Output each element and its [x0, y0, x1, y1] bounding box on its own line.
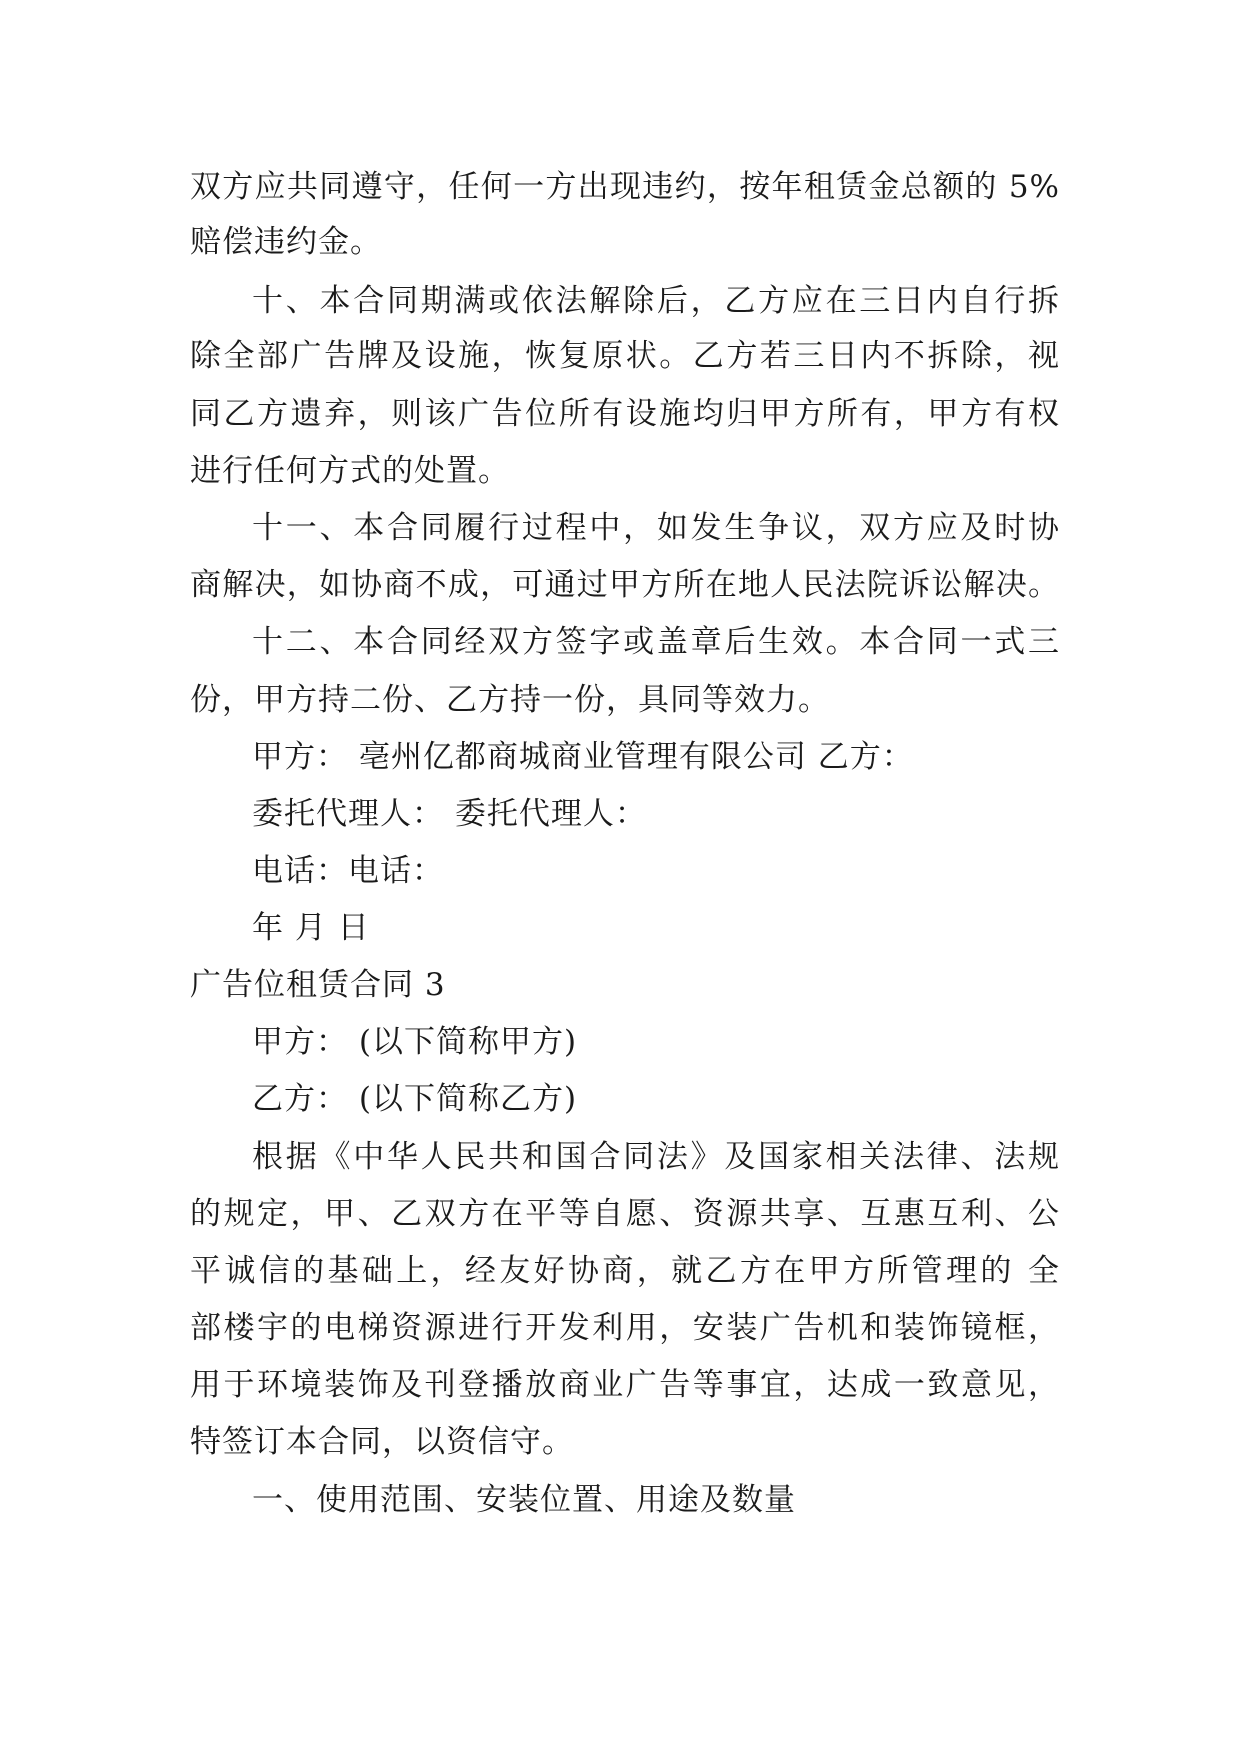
party-b-line: 乙方： (以下简称乙方): [252, 1081, 578, 1117]
text-line: 的规定，甲、乙双方在平等自愿、资源共享、互惠互利、公: [190, 1196, 1060, 1232]
party-a-line: 甲方： 亳州亿都商城商业管理有限公司 乙方：: [252, 739, 914, 775]
text-line: 部楼宇的电梯资源进行开发利用，安装广告机和装饰镜框，: [190, 1310, 1060, 1346]
clause-heading: 一、使用范围、安装位置、用途及数量: [252, 1482, 796, 1518]
text-line: 用于环境装饰及刊登播放商业广告等事宜，达成一致意见，: [190, 1367, 1060, 1403]
phone-line: 电话：电话：: [252, 853, 444, 889]
date-line: 年 月 日: [252, 910, 370, 946]
text-line: 进行任何方式的处置。: [190, 453, 510, 489]
text-line: 商解决，如协商不成，可通过甲方所在地人民法院诉讼解决。: [190, 567, 1060, 603]
text-line: 十一、本合同履行过程中，如发生争议，双方应及时协: [252, 510, 1060, 546]
text-line: 十二、本合同经双方签字或盖章后生效。本合同一式三: [252, 624, 1060, 660]
text-line: 根据《中华人民共和国合同法》及国家相关法律、法规: [252, 1139, 1060, 1175]
text-line: 十、本合同期满或依法解除后，乙方应在三日内自行拆: [252, 283, 1060, 319]
text-line: 双方应共同遵守，任何一方出现违约，按年租赁金总额的 5%: [190, 169, 1060, 205]
text-line: 份，甲方持二份、乙方持一份，具同等效力。: [190, 682, 830, 718]
party-a-line: 甲方： (以下简称甲方): [252, 1024, 578, 1060]
text-line: 同乙方遗弃，则该广告位所有设施均归甲方所有，甲方有权: [190, 396, 1060, 432]
section-heading: 广告位租赁合同 3: [190, 967, 446, 1003]
text-line: 平诚信的基础上，经友好协商，就乙方在甲方所管理的 全: [190, 1253, 1060, 1289]
text-line: 特签订本合同，以资信守。: [190, 1424, 574, 1460]
text-line: 除全部广告牌及设施，恢复原状。乙方若三日内不拆除，视: [190, 338, 1060, 374]
agent-line: 委托代理人： 委托代理人：: [252, 796, 647, 832]
text-line: 赔偿违约金。: [190, 224, 382, 260]
